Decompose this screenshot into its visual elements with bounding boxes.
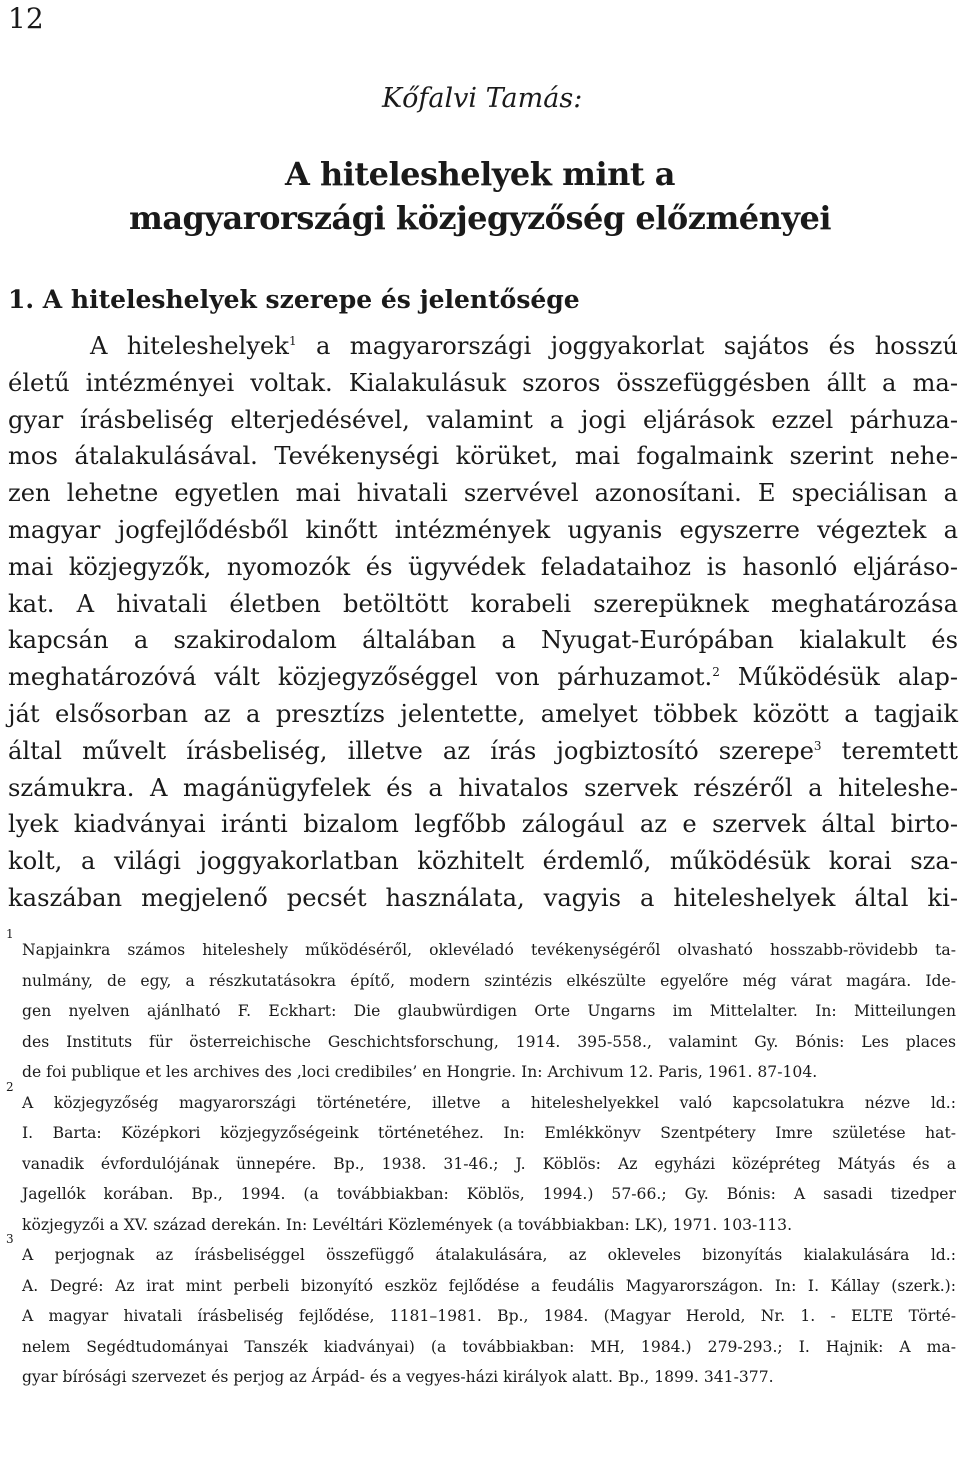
footnote-ref-2: 2 [712,665,720,680]
footnote-line: I. Barta: Középkori közjegyzőségeink történetéhez. In: Emlékkönyv Szentpétery Imre születése hat- [22,1124,956,1142]
body-line [8,659,958,696]
body-line: zen lehetne egyetlen mai hivatali szervével azonosítani. E speciálisan a [8,479,958,508]
body-line: mos átalakulásával. Tevékenységi körüket, mai fogalmaink szerint nehe- [8,442,958,471]
footnote-line: A magyar hivatali írásbeliség fejlődése, 1181–1981. Bp., 1984. (Magyar Herold, Nr. 1. - ELTE Törté- [22,1307,956,1325]
footnotes [0,927,960,1393]
footnote-line: közjegyzői a XV. század derekán. In: Levéltári Közlemények (a továbbiakban: LK), 1971. 103-113. [22,1215,793,1234]
article-title [0,152,960,240]
footnote-line: Jagellók korában. Bp., 1994. (a továbbiakban: Köblös, 1994.) 57-66.; Gy. Bónis: A sasadi tizedper [22,1185,956,1203]
body-segment: a magyarországi joggyakorlat sajátos és hosszú [315,332,958,360]
footnote-line: vanadik évfordulójának ünnepére. Bp., 1938. 31-46.; J. Köblös: Az egyházi középréteg Mátyás és a [22,1154,956,1173]
footnote-3 [0,1232,960,1393]
footnote-line: nulmány, de egy, a részkutatásokra építő, modern szintézis elkészülte egyelőre még várat magára. Ide- [22,971,956,990]
body-line: számukra. A magánügyfelek és a hivatalos szervek részéről a hiteleshe- [8,773,958,802]
body-line: kolt, a világi joggyakorlatban közhitelt érdemlő, működésük korai sza- [8,847,958,876]
footnote-line: nelem Segédtudományai Tanszék kiadványai) (a továbbiakban: MH, 1984.) 279-293.; I. Hajnik: A ma- [22,1337,956,1356]
body-line: kat. A hivatali életben betöltött korabeli szerepüknek meghatározása [8,589,958,618]
body-line: kapcsán a szakirodalom általában a Nyugat-Európában kialakult és [8,626,958,655]
body-segment: által művelt írásbeliség, illetve az írás jogbiztosító szerepe [8,736,814,765]
footnote-line: 1 Napjainkra számos hiteleshely működéséről, oklevéladó tevékenységéről olvasható hosszabb-rövidebb ta- [6,927,956,959]
footnote-line: de foi publique et les archives des ‚loci credibiles’ en Hongrie. In: Archivum 12. Paris, 1961. 87-104. [22,1063,818,1081]
section-heading: 1. A hiteleshelyek szerepe és jelentősége [8,285,580,314]
title-line-1: A hiteleshelyek mint a [284,155,676,193]
footnote-line: des Instituts für österreichische Geschichtsforschung, 1914. 395-558., valamint Gy. Bónis: Les places [22,1032,956,1051]
footnote-1 [0,927,960,1088]
body-line: ját elsősorban az a presztízs jelentette, amelyet többek között a tagjaik [8,699,958,728]
footnote-line: A. Degré: Az irat mint perbeli bizonyító eszköz fejlődése a feudális Magyarországon. In: I. Kállay (szerk.): [22,1276,956,1295]
footnote-ref-3: 3 [813,738,822,753]
footnote-line: gen nyelven ajánlható F. Eckhart: Die glaubwürdigen Orte Ungarns im Mittelalter. In: Mitteilungen [22,1002,956,1020]
footnote-ref-1: 1 [288,333,297,348]
body-segment: Működésük alap- [737,663,958,692]
body-line [8,328,958,365]
page-number: 12 [8,2,44,35]
body-line: életű intézményei voltak. Kialakulásuk szoros összefüggésben állt a ma- [8,368,958,397]
author-name: Kőfalvi Tamás: [382,83,583,114]
footnote-line: 2 A közjegyzőség magyarországi történetére, illetve a hiteleshelyekkel való kapcsolatukra nézve ld.: [6,1079,956,1112]
body-segment: A hiteleshelyek [90,332,289,360]
footnote-line: 3 A perjognak az írásbeliséggel összefüggő átalakulására, az okleveles bizonyítás kialakulására ld.: [6,1232,956,1264]
body-segment: teremtett [841,736,958,765]
title-line-2: magyarországi közjegyzőség előzményei [128,199,832,237]
body-text [8,328,958,917]
footnote-mark: 3 [6,1232,14,1246]
body-line: gyar írásbeliség elterjedésével, valamint a jogi eljárások ezzel párhuza- [8,405,958,434]
body-line: mai közjegyzők, nyomozók és ügyvédek feladataihoz is hasonló eljáráso- [8,552,958,581]
body-line: lyek kiadványai iránti bizalom legfőbb zálogául az e szervek által birto- [8,810,958,839]
footnote-mark: 2 [6,1079,14,1094]
footnote-line: gyar bírósági szervezet és perjog az Árpád- és a vegyes-házi királyok alatt. Bp., 1899. 341-377. [22,1368,774,1386]
body-line [8,733,958,770]
body-line: magyar jogfejlődésből kinőtt intézmények ugyanis egyszerre végeztek a [8,515,958,544]
body-segment: meghatározóvá vált közjegyzőséggel von párhuzamot. [8,663,713,692]
footnote-2 [0,1079,960,1241]
footnote-mark: 1 [6,927,14,941]
body-line: kaszában megjelenő pecsét használata, vagyis a hiteleshelyek által ki- [8,883,958,912]
